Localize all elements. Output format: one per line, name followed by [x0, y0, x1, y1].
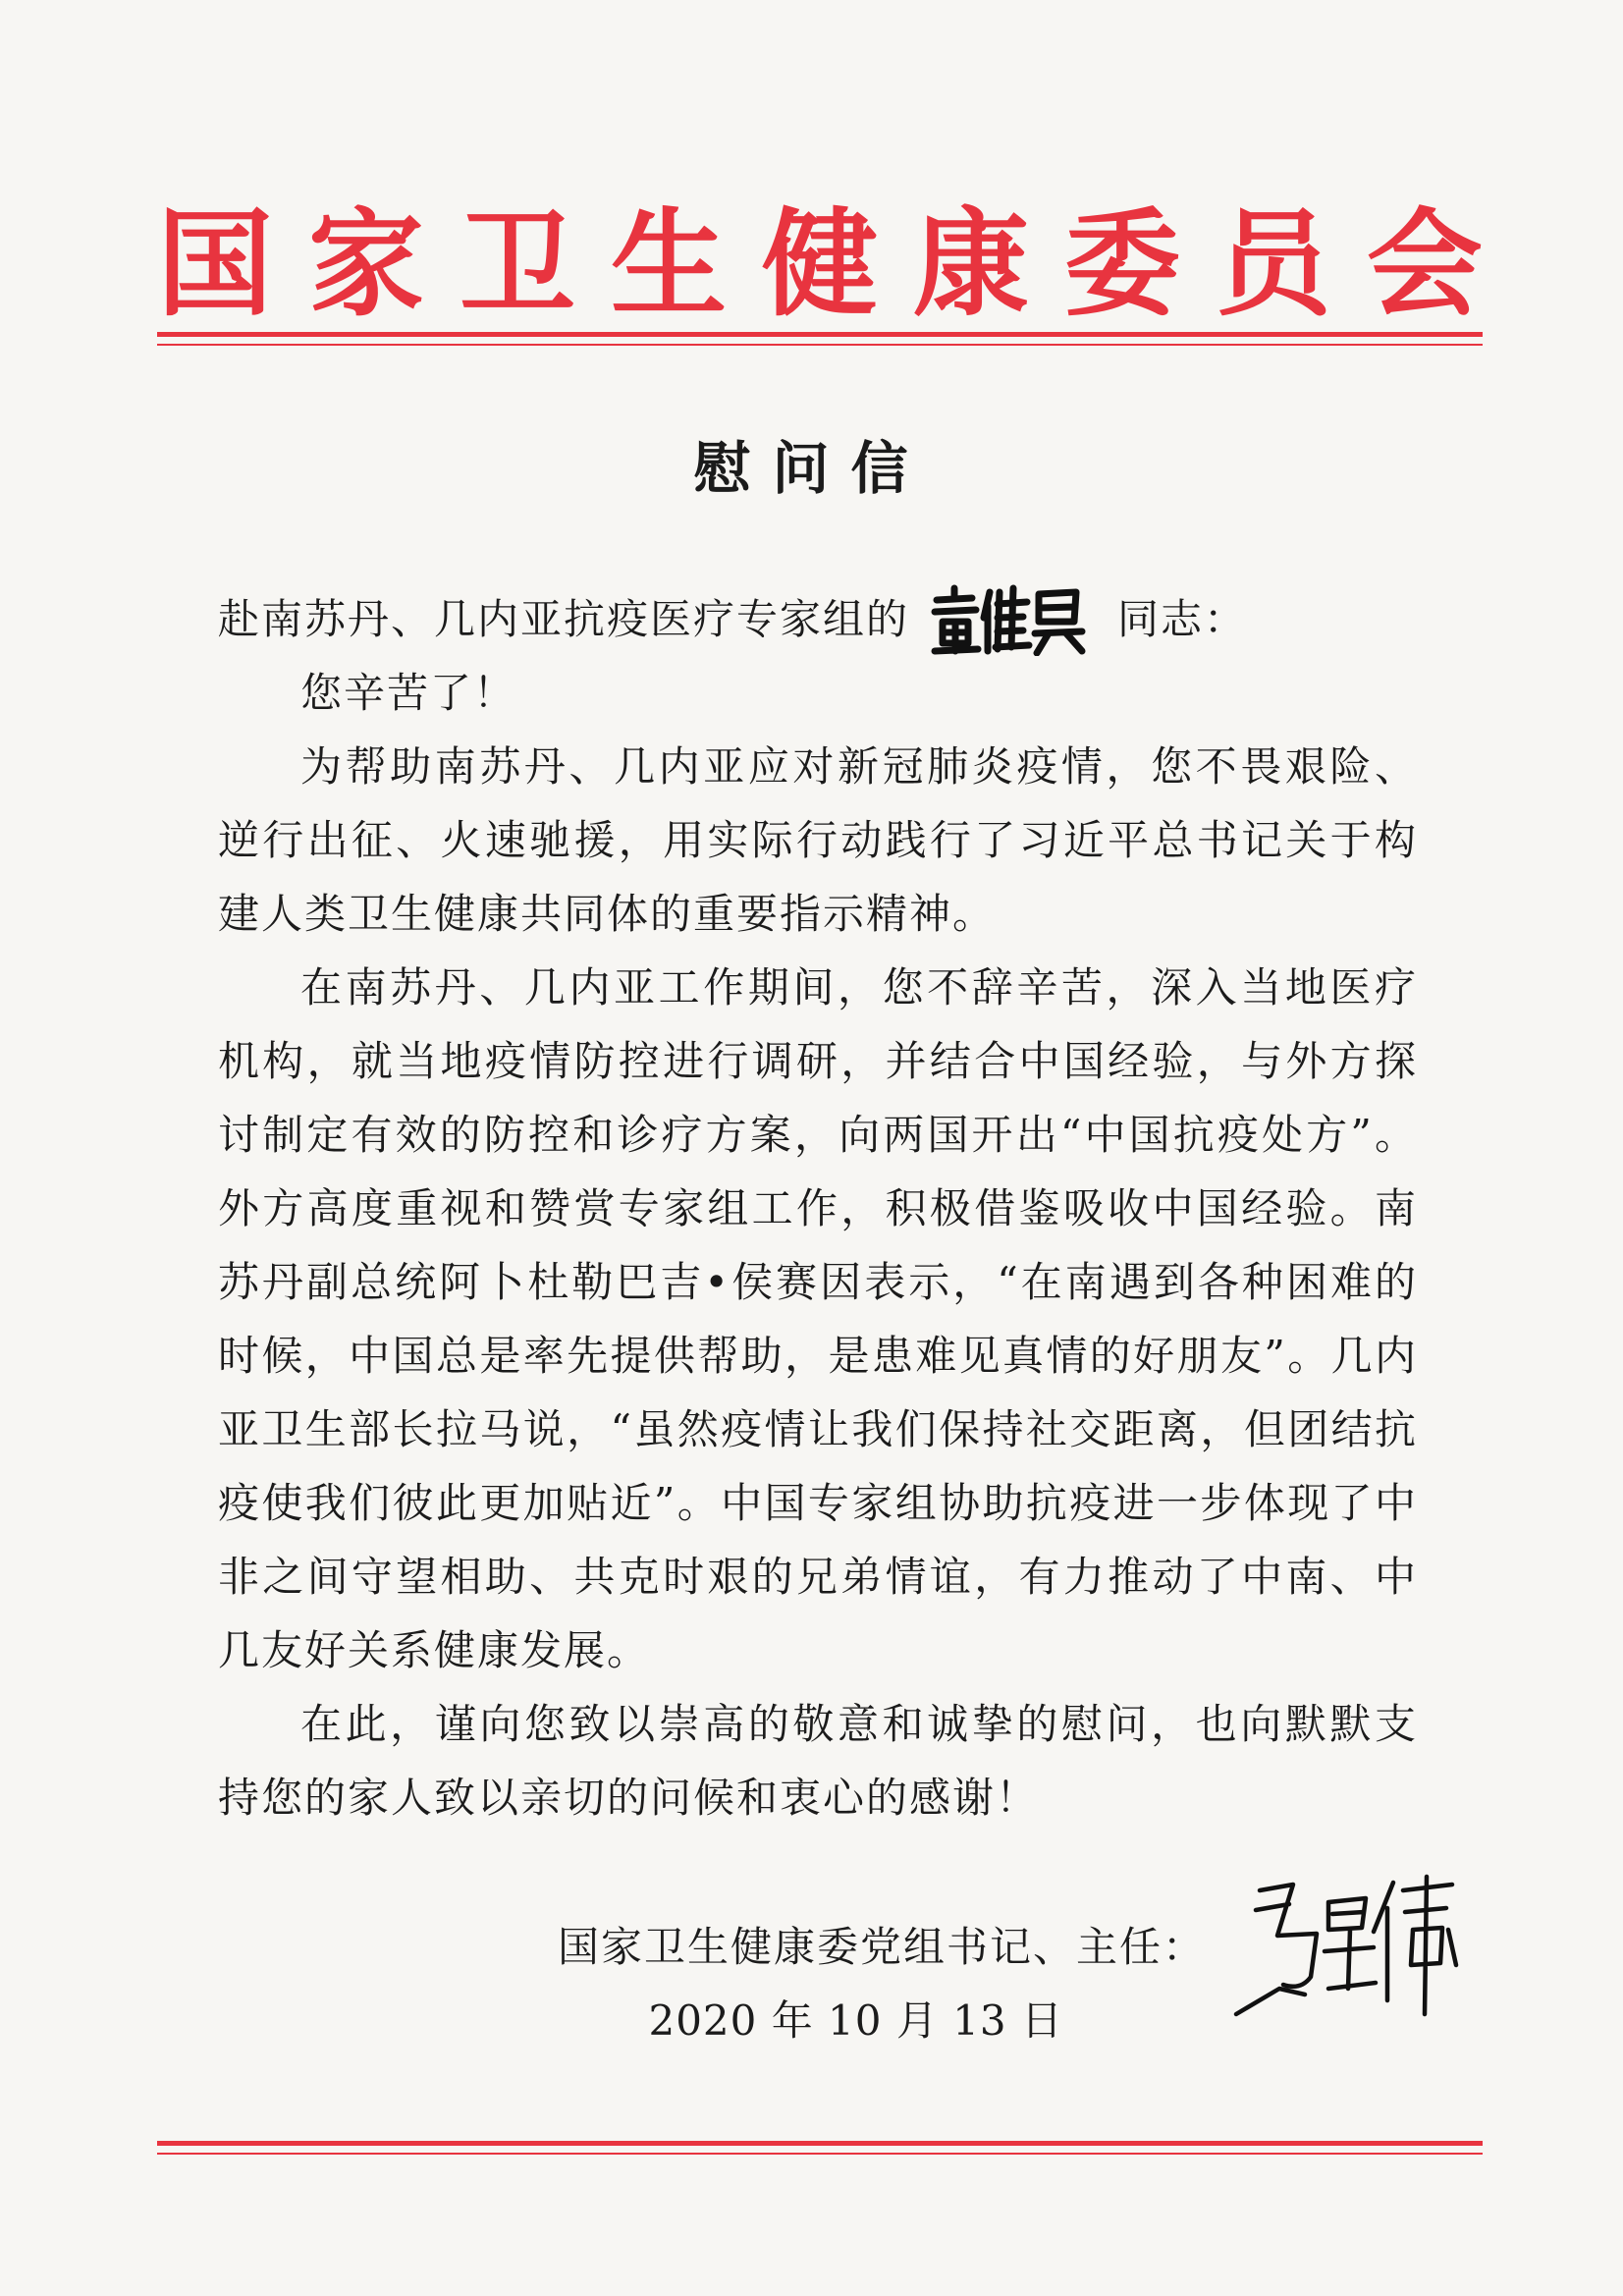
letter-date: 2020 年 10 月 13 日	[648, 1996, 1063, 2045]
recipient-name-handwritten	[929, 582, 1086, 656]
paragraph-3: 在此，谨向您致以崇高的敬意和诚挚的慰问，也向默默支持您的家人致以亲切的问候和衷心的感谢！	[218, 1700, 1418, 1822]
letterhead-char: 国	[157, 195, 274, 332]
salutation-suffix: 同志：	[1117, 595, 1248, 643]
document-title: 慰问信	[693, 435, 930, 502]
letterhead-char: 卫	[459, 195, 575, 332]
letterhead-char: 委	[1063, 195, 1180, 332]
letter-body	[218, 582, 1418, 1834]
letterhead-char: 康	[912, 195, 1029, 332]
letterhead-title	[157, 195, 1483, 332]
letterhead-char: 健	[761, 195, 878, 332]
letterhead-char: 家	[307, 195, 424, 332]
footer-rule-thin	[157, 2153, 1483, 2155]
paragraph-greeting: 您辛苦了！	[300, 669, 517, 717]
paragraph-1: 为帮助南苏丹、几内亚应对新冠肺炎疫情，您不畏艰险、逆行出征、火速驰援，用实际行动践行了习近平总书记关于构建人类卫生健康共同体的重要指示精神。	[218, 742, 1418, 938]
salutation	[218, 582, 1418, 656]
letterhead-rule-thin	[157, 344, 1483, 346]
letterhead-rule-thick	[157, 332, 1483, 337]
letterhead-char: 员	[1215, 195, 1331, 332]
signer-title: 国家卫生健康委党组书记、主任：	[557, 1923, 1206, 1971]
salutation-prefix: 赴南苏丹、几内亚抗疫医疗专家组的	[218, 595, 910, 643]
paragraph-2: 在南苏丹、几内亚工作期间，您不辞辛苦，深入当地医疗机构，就当地疫情防控进行调研，并结合中国经验，与外方探讨制定有效的防控和诊疗方案，向两国开出“中国抗疫处方”。外方高度重视和赞赏专家组工作，积极借鉴吸收中国经验。南苏丹副总统阿卜杜勒巴吉•侯赛因表示，“在南遇到各种困难的时候，中国总是率先提供帮助，是患难见真情的好朋友”。几内亚卫生部长拉马说，“虽然疫情让我们保持社交距离，但团结抗疫使我们彼此更加贴近”。中国专家组协助抗疫进一步体现了中非之间守望相助、共克时艰的兄弟情谊，有力推动了中南、中几友好关系健康发展。	[218, 963, 1418, 1674]
letterhead-char: 生	[610, 195, 727, 332]
signature-block	[557, 1871, 1466, 2106]
footer-rule-thick	[157, 2141, 1483, 2146]
letterhead-char: 会	[1366, 195, 1483, 332]
handwritten-signature	[1220, 1871, 1466, 2028]
